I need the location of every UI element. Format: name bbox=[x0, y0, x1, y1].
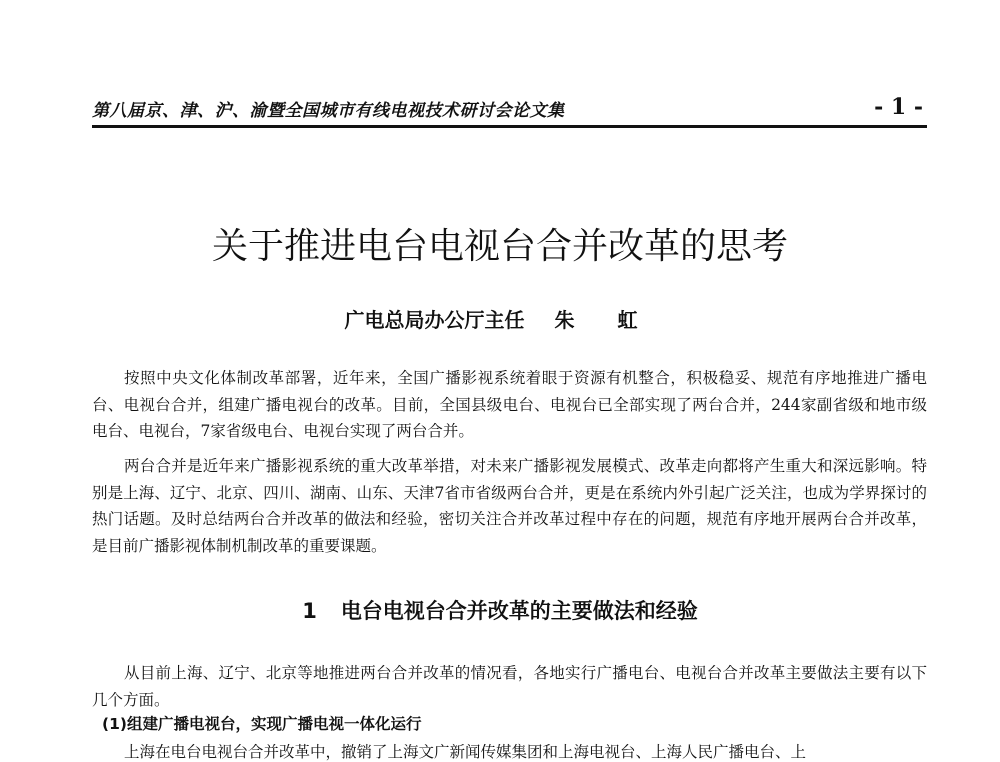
author-role: 广电总局办公厅主任 bbox=[344, 308, 525, 332]
paragraph-cutoff: 上海在电台电视台合并改革中，撤销了上海文广新闻传媒集团和上海电视台、上海人民广播电台、上 bbox=[124, 743, 807, 761]
byline bbox=[0, 304, 1000, 333]
section-number: 1 bbox=[302, 599, 317, 623]
running-title: 第八届京、津、沪、渝暨全国城市有线电视技术研讨会论文集 bbox=[92, 101, 565, 121]
header-rule bbox=[92, 125, 927, 128]
page-number: - 1 - bbox=[874, 94, 923, 120]
section-intro: 从目前上海、辽宁、北京等地推进两台合并改革的情况看，各地实行广播电台、电视台合并改革主要做法主要有以下几个方面。 bbox=[92, 664, 927, 709]
article-title: 关于推进电台电视台合并改革的思考 bbox=[211, 226, 788, 267]
running-header bbox=[92, 92, 927, 126]
paragraph-2: 两台合并是近年来广播影视系统的重大改革举措，对未来广播影视发展模式、改革走向都将产生重大和深远影响。特别是上海、辽宁、北京、四川、湖南、山东、天津7省市省级两台合并，更是在系统内外引起广泛关注，也成为学界探讨的热门话题。及时总结两台合并改革的做法和经验，密切关注合并改革过程中存在的问题，规范有序地开展两台合并改革，是目前广播影视体制机制改革的重要课题。 bbox=[92, 457, 927, 555]
subheading: (1)组建广播电视台，实现广播电视一体化运行 bbox=[102, 715, 422, 733]
author-name: 朱 虹 bbox=[554, 308, 656, 332]
section-heading bbox=[0, 595, 1000, 625]
section-title: 电台电视台合并改革的主要做法和经验 bbox=[340, 599, 698, 623]
paragraph-1: 按照中央文化体制改革部署，近年来，全国广播影视系统着眼于资源有机整合，积极稳妥、规范有序地推进广播电台、电视台合并，组建广播电视台的改革。目前，全国县级电台、电视台已全部实现了两台合并，244家副省级和地市级电台、电视台，7家省级电台、电视台实现了两台合并。 bbox=[92, 369, 927, 440]
